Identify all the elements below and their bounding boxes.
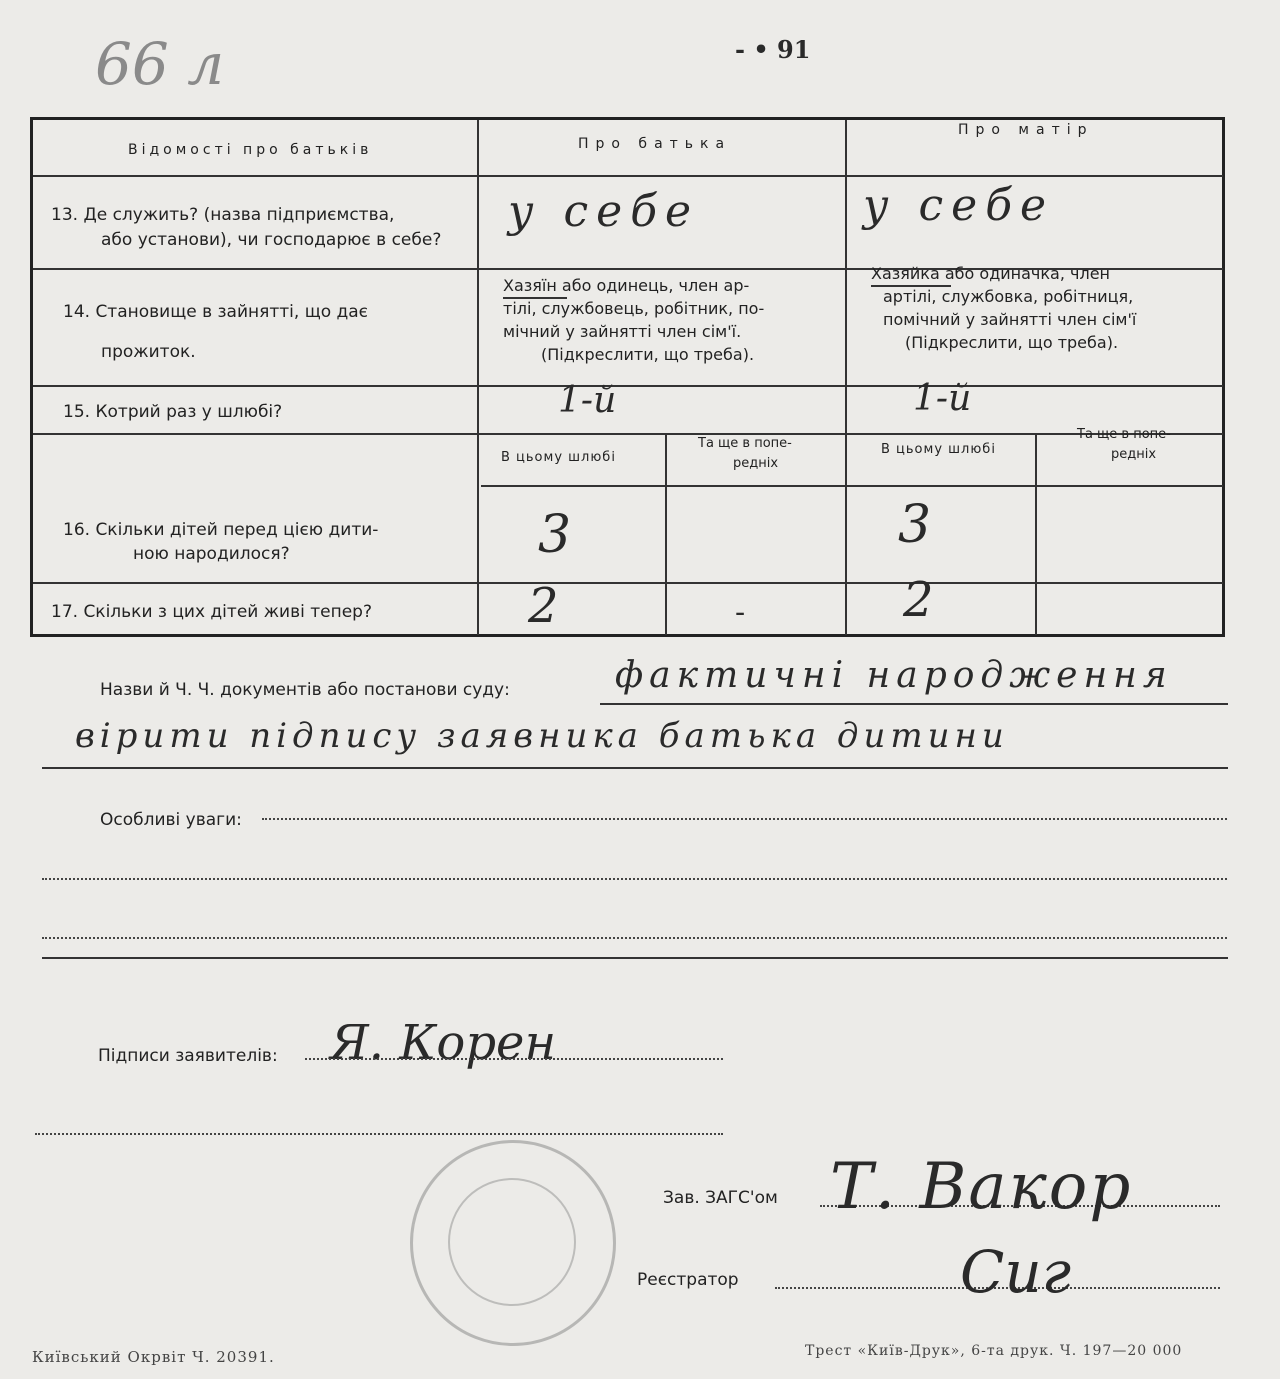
header-father: Про батька bbox=[578, 136, 732, 152]
row17-father-this-value: 2 bbox=[528, 578, 559, 634]
remarks-line-1 bbox=[262, 818, 1227, 820]
footer-right-imprint: Трест «Київ-Друк», 6-та друк. Ч. 197—20 000 bbox=[805, 1343, 1183, 1359]
applicants-line-1 bbox=[305, 1058, 723, 1060]
row14-label-line1: 14. Становище в зайнятті, що дає bbox=[63, 302, 369, 322]
row17-mother-this-value: 2 bbox=[903, 572, 934, 628]
top-mark: - • 91 bbox=[735, 35, 811, 64]
row14-mother-line1: Хазяйка або одиначка, член bbox=[871, 264, 1110, 283]
applicants-line-2 bbox=[35, 1133, 723, 1135]
registrar-signature: Сиг bbox=[960, 1238, 1072, 1306]
row16-mother-this-marriage-header: В цьому шлюбі bbox=[881, 442, 996, 457]
row16-mother-this-value: 3 bbox=[898, 495, 932, 555]
row13-label-line1: 13. Де служить? (назва підприємства, bbox=[51, 205, 395, 225]
documents-label: Назви й Ч. Ч. документів або постанови суду: bbox=[100, 680, 510, 700]
parents-info-table bbox=[30, 117, 1225, 637]
row16-mother-previous-header-l1: Та ще в попе- bbox=[1077, 427, 1171, 442]
row14-mother-line2: артілі, службовка, робітниця, bbox=[883, 287, 1134, 306]
row15-mother-value: 1-й bbox=[913, 378, 972, 419]
row17-father-prev-value: - bbox=[735, 595, 746, 630]
footer-left-imprint: Київський Окрвіт Ч. 20391. bbox=[32, 1348, 275, 1366]
row16-father-this-marriage-header: В цьому шлюбі bbox=[501, 450, 616, 465]
row13-father-value: у себе bbox=[508, 186, 700, 237]
registrar-label: Реєстратор bbox=[637, 1270, 739, 1290]
row17-label: 17. Скільки з цих дітей живі тепер? bbox=[51, 602, 372, 622]
row16-father-previous-header-l1: Та ще в попе- bbox=[698, 436, 792, 451]
header-parents-info: Відомості про батьків bbox=[128, 142, 373, 158]
documents-value-line1: фактичні народження bbox=[615, 655, 1173, 696]
remarks-line-3 bbox=[42, 937, 1227, 939]
remarks-line-2 bbox=[42, 878, 1227, 880]
row14-father-line2: тілі, службовець, робітник, по- bbox=[503, 299, 765, 318]
row15-father-value: 1-й bbox=[558, 380, 617, 421]
row16-label-line1: 16. Скільки дітей перед цією дити- bbox=[63, 520, 379, 540]
row14-mother-line4: (Підкреслити, що треба). bbox=[905, 333, 1119, 352]
row13-mother-value: у себе bbox=[863, 180, 1055, 231]
documents-value-line2: вірити підпису заявника батька дитини bbox=[75, 716, 1009, 756]
row16-father-this-value: 3 bbox=[538, 505, 572, 565]
applicants-signature-value: Я. Корен bbox=[330, 1015, 557, 1071]
row13-label-line2: або установи), чи господарює в себе? bbox=[101, 230, 442, 250]
page-number-handwritten: 66 л bbox=[95, 30, 225, 98]
remarks-label: Особливі уваги: bbox=[100, 810, 242, 830]
row14-father-line1: Хазяїн або одинець, член ар- bbox=[503, 276, 750, 295]
official-stamp bbox=[410, 1140, 616, 1346]
zags-head-label: Зав. ЗАГС'ом bbox=[663, 1188, 778, 1208]
row14-mother-line3: помічний у зайнятті член сім'ї bbox=[883, 310, 1137, 329]
row14-father-line3: мічний у зайнятті член сім'ї. bbox=[503, 322, 742, 341]
row16-mother-previous-header-l2: редніх bbox=[1111, 447, 1157, 462]
row16-label-line2: ною народилося? bbox=[133, 544, 290, 564]
row14-label-line2: прожиток. bbox=[101, 342, 196, 362]
applicants-signature-label: Підписи заявителів: bbox=[98, 1046, 278, 1066]
header-mother: Про матір bbox=[958, 122, 1094, 138]
row16-father-previous-header-l2: редніх bbox=[733, 456, 779, 471]
zags-head-signature: Т. Вакор bbox=[830, 1150, 1133, 1224]
row14-father-line4: (Підкреслити, що треба). bbox=[541, 345, 755, 364]
row15-label: 15. Котрий раз у шлюбі? bbox=[63, 402, 283, 422]
